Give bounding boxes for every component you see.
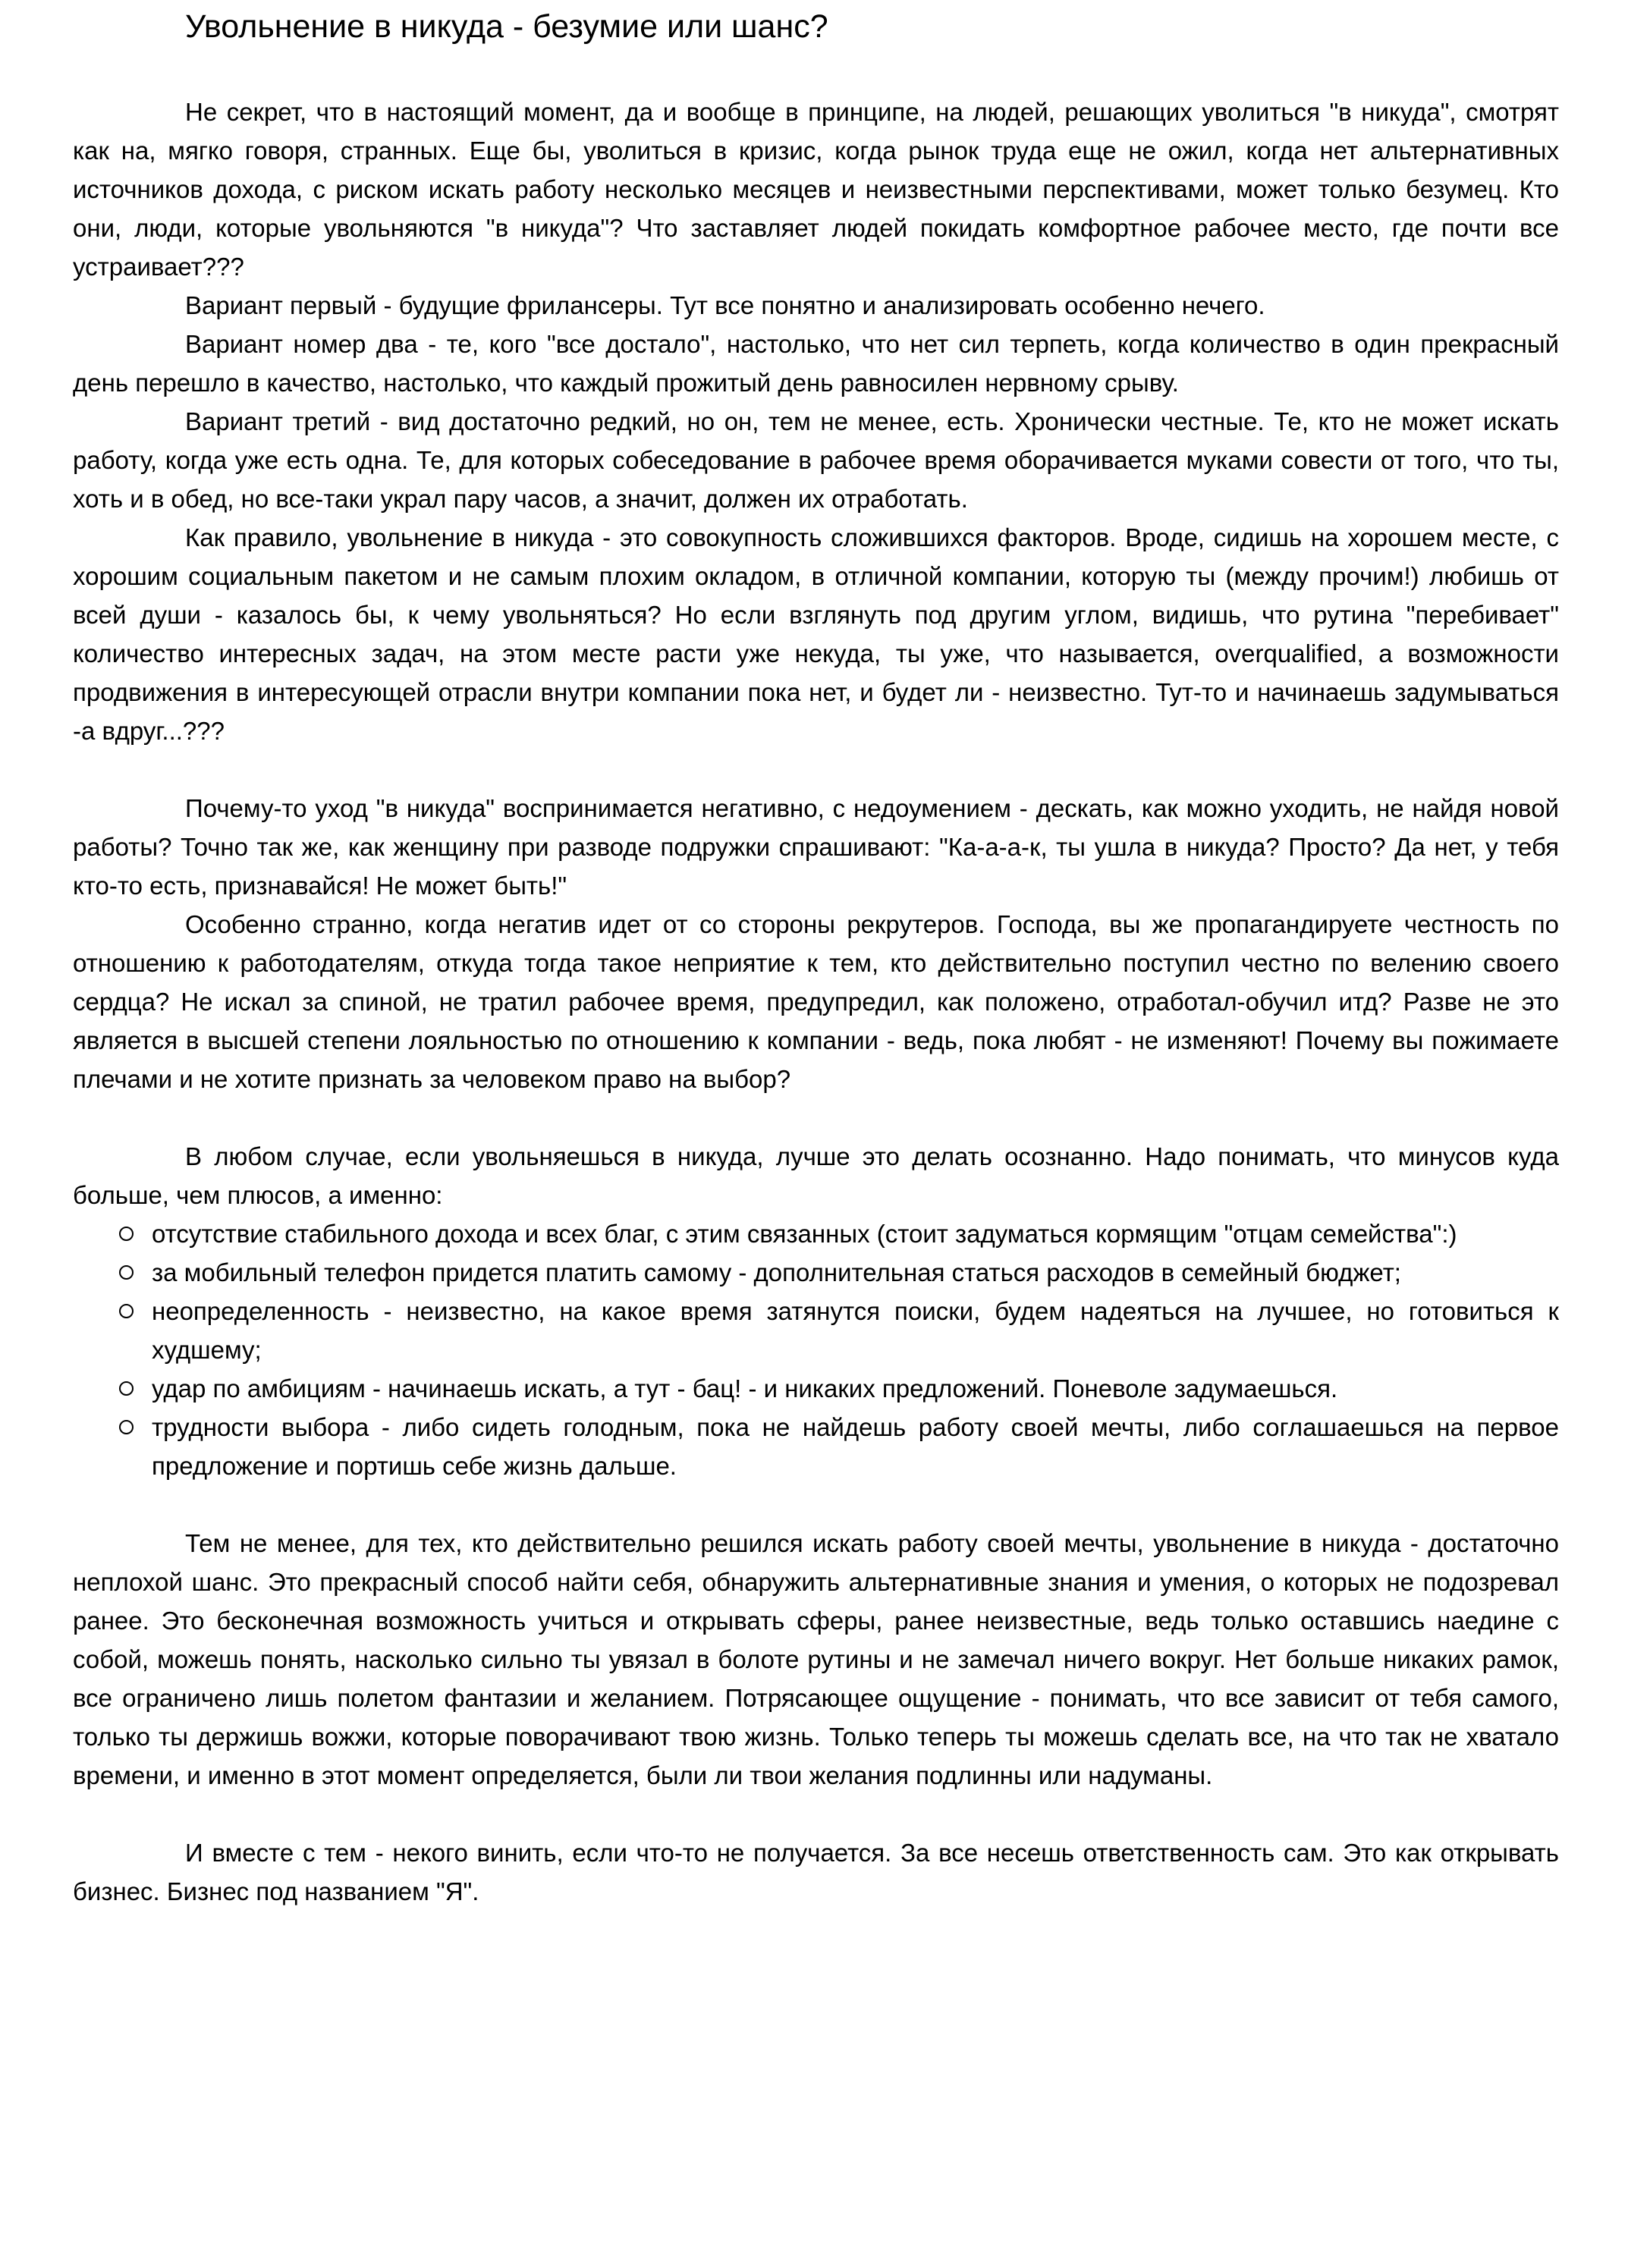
list-item <box>73 1214 1559 1253</box>
paragraph-perceived-negatively: Почему-то уход "в никуда" воспринимается негативно, с недоумением - дескать, как можно уходить, не найдя новой работы? Точно так же, как женщину при разводе подружки спрашивают: "Ка-а-а-к, ты ушла в никуда? Просто? Да нет, у тебя кто-то есть, признавайся! Не может быть!" <box>73 794 1559 900</box>
list-item-text: трудности выбора - либо сидеть голодным, пока не найдешь работу своей мечты, либо соглашаешься на первое предложение и портишь себе жизнь дальше. <box>152 1413 1559 1480</box>
list-item-text: отсутствие стабильного дохода и всех благ, с этим связанных (стоит задуматься кормящим "отцам семейства":) <box>152 1220 1457 1248</box>
circle-bullet-icon <box>119 1304 134 1318</box>
page-title: Увольнение в никуда - безумие или шанс? <box>185 8 828 45</box>
paragraph-business-named-me: И вместе с тем - некого винить, если что-то не получается. За все несешь ответственность сам. Это как открывать бизнес. Бизнес под названием "Я". <box>73 1839 1559 1905</box>
paragraph-variant-two: Вариант номер два - те, кого "все достало", настолько, что нет сил терпеть, когда количество в один прекрасный день перешло в качество, настолько, что каждый прожитый день равносилен нервному срыву. <box>73 330 1559 397</box>
list-item <box>73 1369 1559 1408</box>
list-item-text: за мобильный телефон придется платить самому - дополнительная статься расходов в семейный бюджет; <box>152 1258 1401 1286</box>
paragraph-intro: Не секрет, что в настоящий момент, да и вообще в принципе, на людей, решающих уволиться "в никуда", смотрят как на, мягко говоря, странных. Еще бы, уволиться в кризис, когда рынок труда еще не ожил, когда нет альтернативных источников дохода, с риском искать работу несколько месяцев и неизвестными перспективами, может только безумец. Кто они, люди, которые увольняются "в никуда"? Что заставляет людей покидать комфортное рабочее место, где почти все устраивает??? <box>73 98 1559 281</box>
paragraph-as-a-rule: Как правило, увольнение в никуда - это совокупность сложившихся факторов. Вроде, сидишь на хорошем месте, с хорошим социальным пакетом и не самым плохим окладом, в отличной компании, которую ты (между прочим!) любишь от всей души - казалось бы, к чему увольняться? Но если взглянуть под другим углом, видишь, что рутина "перебивает" количество интересных задач, на этом месте расти уже некуда, ты уже, что называется, overqualified, а возможности продвижения в интересующей отрасли внутри компании пока нет, и будет ли - неизвестно. Тут-то и начинаешь задумываться -а вдруг...??? <box>73 523 1559 745</box>
list-item <box>73 1253 1559 1292</box>
paragraph-nevertheless: Тем не менее, для тех, кто действительно решился искать работу своей мечты, увольнение в никуда - достаточно неплохой шанс. Это прекрасный способ найти себя, обнаружить альтернативные знания и умения, о которых не подозревал ранее. Это бесконечная возможность учиться и открывать сферы, ранее неизвестные, ведь только оставшись наедине с собой, можешь понять, насколько сильно ты увязал в болоте рутины и не замечал ничего вокруг. Нет больше никаких рамок, все ограничено лишь полетом фантазии и желанием. Потрясающее ощущение - понимать, что все зависит от тебя самого, только ты держишь вожжи, которые поворачивают твою жизнь. Только теперь ты можешь сделать все, на что так не хватало времени, и именно в этот момент определяется, были ли твои желания подлинны или надуманы. <box>73 1529 1559 1789</box>
bullet-list <box>73 1214 1559 1485</box>
circle-bullet-icon <box>119 1420 134 1434</box>
paragraph-minuses-intro: В любом случае, если увольняешься в никуда, лучше это делать осознанно. Надо понимать, что минусов куда больше, чем плюсов, а именно: <box>73 1142 1559 1209</box>
list-item-text: неопределенность - неизвестно, на какое время затянутся поиски, будем надеяться на лучшее, но готовиться к худшему; <box>152 1297 1559 1364</box>
paragraph-variant-one: Вариант первый - будущие фрилансеры. Тут все понятно и анализировать особенно нечего. <box>185 291 1265 319</box>
paragraph-recruiters: Особенно странно, когда негатив идет от со стороны рекрутеров. Господа, вы же пропагандируете честность по отношению к работодателям, откуда тогда такое неприятие к тем, кто действительно поступил честно по велению своего сердца? Не искал за спиной, не тратил рабочее время, предупредил, как положено, отработал-обучил итд? Разве не это является в высшей степени лояльностью по отношению к компании - ведь, пока любят - не изменяют! Почему вы пожимаете плечами и не хотите признать за человеком право на выбор? <box>73 910 1559 1093</box>
list-item <box>73 1408 1559 1485</box>
list-item-text: удар по амбициям - начинаешь искать, а тут - бац! - и никаких предложений. Поневоле задумаешься. <box>152 1374 1338 1403</box>
circle-bullet-icon <box>119 1227 134 1241</box>
circle-bullet-icon <box>119 1265 134 1280</box>
circle-bullet-icon <box>119 1381 134 1396</box>
paragraph-variant-three: Вариант третий - вид достаточно редкий, но он, тем не менее, есть. Хронически честные. Те, кто не может искать работу, когда уже есть одна. Те, для которых собеседование в рабочее время оборачивается муками совести от того, что ты, хоть и в обед, но все-таки украл пару часов, а значит, должен их отработать. <box>73 407 1559 513</box>
list-item <box>73 1292 1559 1369</box>
